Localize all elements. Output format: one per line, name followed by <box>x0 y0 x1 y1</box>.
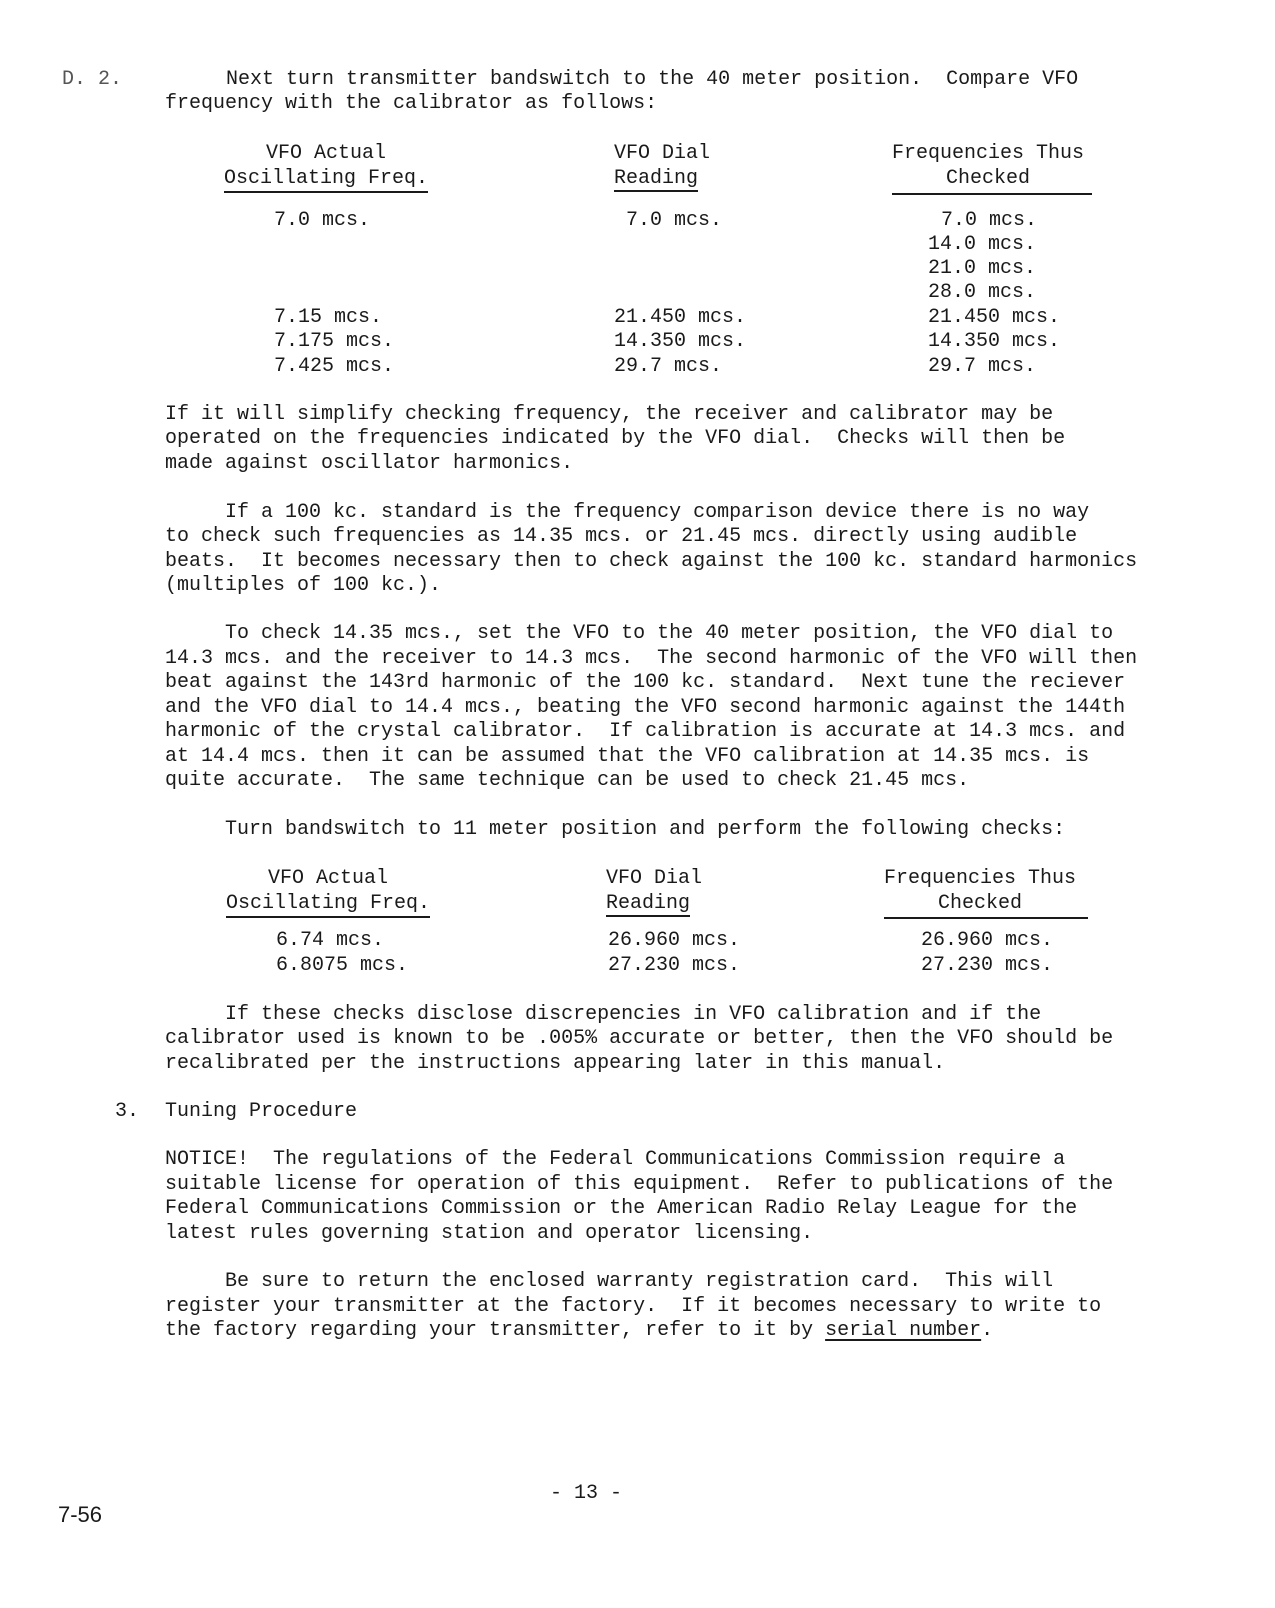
table1-header-freq-checked <box>892 142 1084 191</box>
paragraph-line: made against oscillator harmonics. <box>165 452 574 475</box>
table-cell: 21.450 mcs. <box>614 306 747 329</box>
paragraph-line: to check such frequencies as 14.35 mcs. or 21.45 mcs. directly using audible <box>165 525 1078 548</box>
table-cell: 26.960 mcs. <box>608 929 741 952</box>
header-line: Checked <box>946 166 1031 190</box>
table2-header-dial-reading <box>606 867 702 916</box>
header-line: VFO Dial <box>606 867 703 890</box>
text-run: . <box>981 1319 994 1342</box>
notice-line: NOTICE! The regulations of the Federal Communications Commission require a <box>165 1148 1066 1171</box>
table-cell: 6.74 mcs. <box>276 929 385 952</box>
paragraph-line <box>165 1319 993 1343</box>
table-cell: 26.960 mcs. <box>921 929 1054 952</box>
paragraph-line: at 14.4 mcs. then it can be assumed that the VFO calibration at 14.35 mcs. is <box>165 745 1090 768</box>
table-cell: 7.425 mcs. <box>274 355 395 378</box>
header-line: Oscillating Freq. <box>224 167 428 194</box>
paragraph-line: beats. It becomes necessary then to check against the 100 kc. standard harmonics <box>165 550 1138 573</box>
notice-line: latest rules governing station and operator licensing. <box>165 1222 814 1245</box>
header-line: VFO Actual <box>268 867 389 890</box>
paragraph-line: Turn bandswitch to 11 meter position and perform the following checks: <box>165 818 1066 841</box>
page-number: - 13 - <box>550 1482 623 1505</box>
paragraph-line: Be sure to return the enclosed warranty registration card. This will <box>165 1270 1054 1293</box>
paragraph-line: operated on the frequencies indicated by the VFO dial. Checks will then be <box>165 427 1066 450</box>
paragraph-line: 14.3 mcs. and the receiver to 14.3 mcs. The second harmonic of the VFO will then <box>165 647 1138 670</box>
table-cell: 28.0 mcs. <box>928 281 1037 304</box>
table-cell: 7.15 mcs. <box>274 306 383 329</box>
table-cell: 7.0 mcs. <box>626 209 723 232</box>
table1-header-dial-reading <box>614 142 710 191</box>
section-number: 3. <box>115 1100 140 1123</box>
table-cell: 14.0 mcs. <box>928 233 1037 256</box>
section-intro-line: frequency with the calibrator as follows: <box>165 92 658 115</box>
paragraph-line: beat against the 143rd harmonic of the 100 kc. standard. Next tune the reciever <box>165 671 1126 694</box>
paragraph-line: quite accurate. The same technique can be used to check 21.45 mcs. <box>165 769 970 792</box>
section-intro-line: Next turn transmitter bandswitch to the 40 meter position. Compare VFO <box>226 68 1079 91</box>
paragraph-line: and the VFO dial to 14.4 mcs., beating the VFO second harmonic against the 144th <box>165 696 1126 719</box>
header-line: Reading <box>606 891 691 915</box>
paragraph-line: (multiples of 100 kc.). <box>165 574 442 597</box>
table-cell: 14.350 mcs. <box>614 330 747 353</box>
header-line: Frequencies Thus <box>892 142 1085 165</box>
table2-header-actual-freq <box>226 867 430 918</box>
table1-header-actual-freq <box>224 142 428 193</box>
date-code: 7-56 <box>58 1502 103 1527</box>
table-cell: 7.0 mcs. <box>274 209 371 232</box>
text-run: the factory regarding your transmitter, refer to it by <box>165 1319 826 1342</box>
paragraph-line: register your transmitter at the factory. If it becomes necessary to write to <box>165 1295 1102 1318</box>
table-cell: 14.350 mcs. <box>928 330 1061 353</box>
table-cell: 7.175 mcs. <box>274 330 395 353</box>
paragraph-line: If these checks disclose discrepencies in VFO calibration and if the <box>165 1003 1042 1026</box>
header-line: VFO Actual <box>266 142 387 165</box>
header-line: Oscillating Freq. <box>226 892 430 919</box>
table-cell: 27.230 mcs. <box>921 954 1054 977</box>
table2-header-rule <box>884 917 1088 919</box>
notice-line: suitable license for operation of this equipment. Refer to publications of the <box>165 1173 1114 1196</box>
table-cell: 21.450 mcs. <box>928 306 1061 329</box>
paragraph-line: To check 14.35 mcs., set the VFO to the 40 meter position, the VFO dial to <box>165 622 1114 645</box>
table-cell: 29.7 mcs. <box>928 355 1037 378</box>
header-line: VFO Dial <box>614 142 711 165</box>
paragraph-line: harmonic of the crystal calibrator. If calibration is accurate at 14.3 mcs. and <box>165 720 1126 743</box>
paragraph-line: If it will simplify checking frequency, the receiver and calibrator may be <box>165 403 1054 426</box>
table-cell: 27.230 mcs. <box>608 954 741 977</box>
paragraph-line: recalibrated per the instructions appearing later in this manual. <box>165 1052 946 1075</box>
notice-line: Federal Communications Commission or the American Radio Relay League for the <box>165 1197 1078 1220</box>
serial-number-emphasis: serial number <box>825 1319 982 1342</box>
table-cell: 29.7 mcs. <box>614 355 723 378</box>
table1-header-rule <box>892 193 1092 195</box>
paragraph-line: calibrator used is known to be .005% accurate or better, then the VFO should be <box>165 1027 1114 1050</box>
table2-header-freq-checked <box>884 867 1076 916</box>
header-line: Reading <box>614 166 699 190</box>
paragraph-line: If a 100 kc. standard is the frequency comparison device there is no way <box>165 501 1090 524</box>
table-cell: 6.8075 mcs. <box>276 954 409 977</box>
header-line: Checked <box>938 891 1023 915</box>
section-label: D. 2. <box>62 68 123 91</box>
header-line: Frequencies Thus <box>884 867 1077 890</box>
table-cell: 7.0 mcs. <box>941 209 1038 232</box>
section-title: Tuning Procedure <box>165 1100 358 1123</box>
table-cell: 21.0 mcs. <box>928 257 1037 280</box>
